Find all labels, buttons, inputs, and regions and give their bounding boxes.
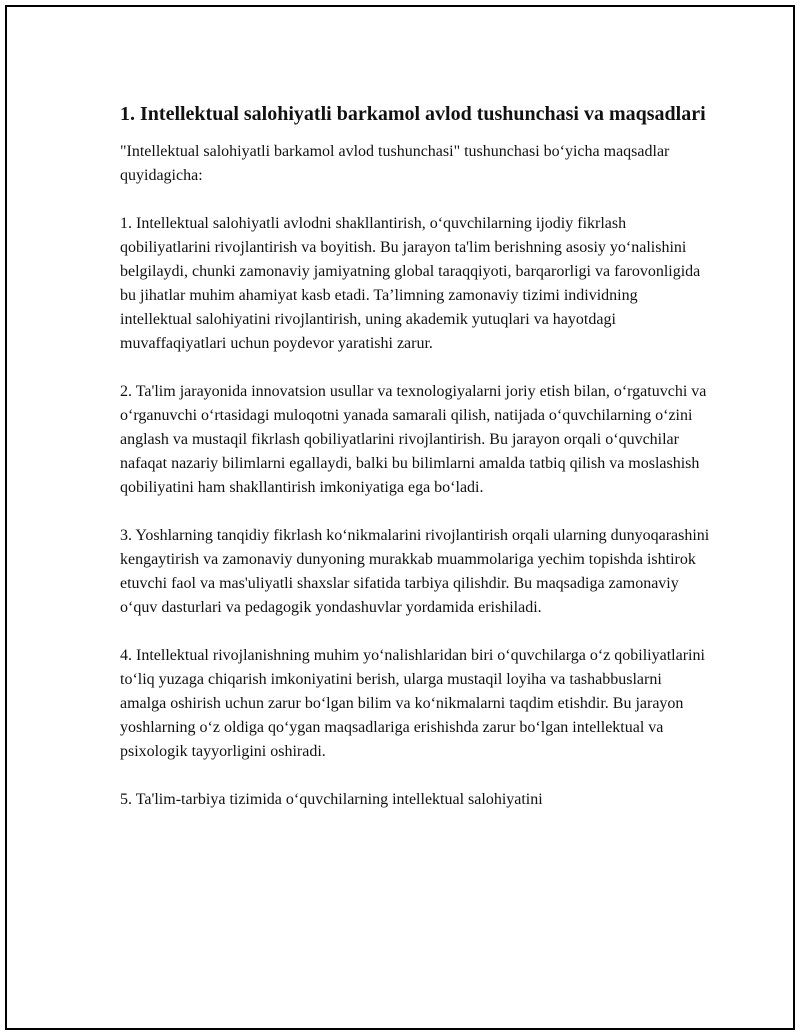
paragraph-goal-1: 1. Intellektual salohiyatli avlodni shakllantirish, o‘quvchilarning ijodiy fikrlash qobiliyatlarini rivojlantirish va boyitish. Bu jarayon ta'lim berishning asosiy yo‘nalishini belgilaydi, chunki zamonaviy jamiyatning global taraqqiyoti, barqarorligi va farovonligida bu jihatlar muhim ahamiyat kasb etadi. Ta’limning zamonaviy tizimi individning intellektual salohiyatini rivojlantirish, uning akademik yutuqlari va hayotdagi muvaffaqiyatlari uchun poydevor yaratishi zarur. [120, 215, 701, 352]
paragraph-goal-5: 5. Ta'lim-tarbiya tizimida o‘quvchilarning intellektual salohiyatini [120, 791, 543, 808]
paragraph-goal-4: 4. Intellektual rivojlanishning muhim yo‘nalishlaridan biri o‘quvchilarga o‘z qobiliyatlarini to‘liq yuzaga chiqarish imkoniyatini berish, ularga mustaqil loyiha va tashabbuslarni amalga oshirish uchun zarur bo‘lgan bilim va ko‘nikmalarni taqdim etishdir. Bu jarayon yoshlarning o‘z oldiga qo‘ygan maqsadlariga erishishda zarur bo‘lgan intellektual va psixologik tayyorligini oshiradi. [120, 647, 705, 760]
intro-paragraph: "Intellektual salohiyatli barkamol avlod tushunchasi" tushunchasi bo‘yicha maqsadlar quyidagicha: [120, 143, 670, 184]
paragraph-goal-3: 3. Yoshlarning tanqidiy fikrlash ko‘nikmalarini rivojlantirish orqali ularning dunyoqarashini kengaytirish va zamonaviy dunyoning murakkab muammolariga yechim topishda ishtirok etuvchi faol va mas'uliyatli shaxslar sifatida tarbiya qilishdir. Bu maqsadiga zamonaviy o‘quv dasturlari va pedagogik yondashuvlar yordamida erishiladi. [120, 527, 710, 616]
page-frame [5, 5, 795, 1030]
document-body [120, 101, 710, 836]
section-heading: 1. Intellektual salohiyatli barkamol avlod tushunchasi va maqsadlari [120, 103, 706, 125]
paragraph-goal-2: 2. Ta'lim jarayonida innovatsion usullar va texnologiyalarni joriy etish bilan, o‘rgatuvchi va o‘rganuvchi o‘rtasidagi muloqotni yanada samarali qilish, natijada o‘quvchilarning o‘zini anglash va mustaqil fikrlash qobiliyatlarini rivojlantirish. Bu jarayon orqali o‘quvchilar nafaqat nazariy bilimlarni egallaydi, balki bu bilimlarni amalda tatbiq qilish va moslashish qobiliyatini ham shakllantirish imkoniyatiga ega bo‘ladi. [120, 383, 707, 496]
